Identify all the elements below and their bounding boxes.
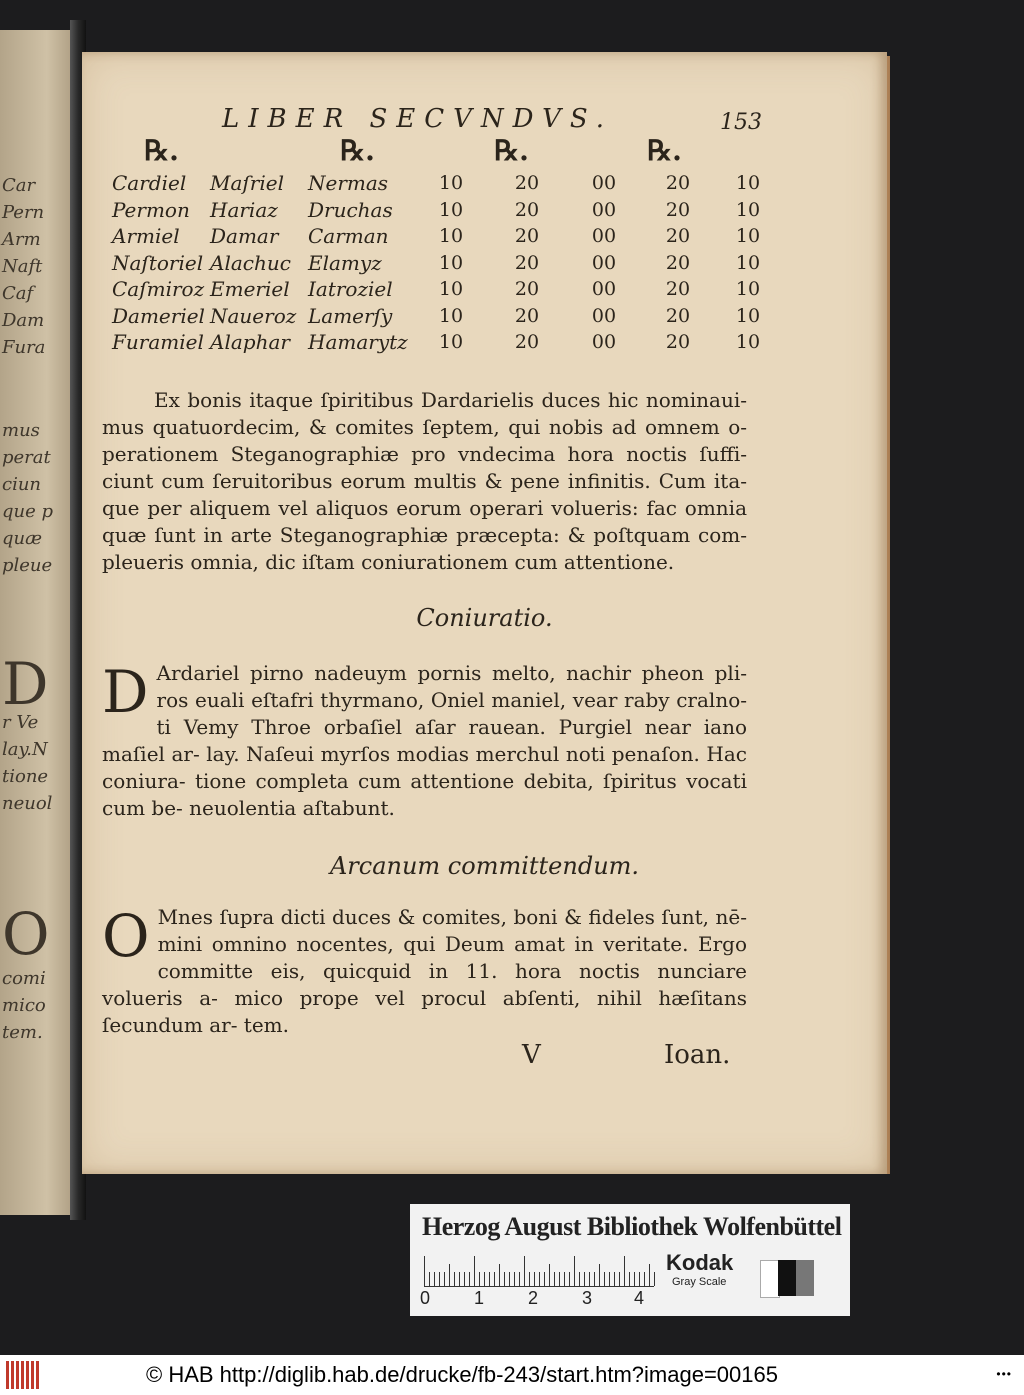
footer-menu-icon[interactable]: ••• xyxy=(996,1367,1012,1381)
ruler-tick xyxy=(609,1272,610,1286)
ruler-tick xyxy=(619,1272,620,1286)
ruler-tick xyxy=(599,1264,600,1286)
spirit-name: Cardiel xyxy=(112,171,187,196)
spirit-value: 20 xyxy=(665,331,691,354)
spirit-value: 10 xyxy=(735,198,761,221)
signature-mark: V xyxy=(522,1040,541,1070)
ruler-tick xyxy=(469,1272,470,1286)
spirit-name: Caſmiroz xyxy=(112,277,205,302)
prev-page-fragment: mus xyxy=(2,420,40,441)
ruler-number: 2 xyxy=(528,1288,539,1308)
hab-logo-icon xyxy=(6,1361,46,1389)
spirit-value: 10 xyxy=(438,304,464,327)
spirit-value: 10 xyxy=(735,331,761,354)
ruler-tick xyxy=(559,1272,560,1286)
ruler-tick xyxy=(484,1272,485,1286)
spirit-value: 00 xyxy=(591,304,617,327)
heading-arcanum: Arcanum committendum. xyxy=(329,852,640,880)
logo-bar xyxy=(16,1361,19,1389)
spirit-value: 10 xyxy=(735,278,761,301)
running-head: LIBER SECVNDVS. xyxy=(222,104,613,134)
gray-swatch xyxy=(796,1260,814,1296)
prev-page-fragment: pleue xyxy=(2,555,53,576)
gray-scale-label: Gray Scale xyxy=(672,1276,727,1288)
prev-page-fragment: Dam xyxy=(2,310,45,331)
prev-page-capital: O xyxy=(2,900,50,968)
logo-bar xyxy=(21,1361,24,1389)
spirit-name: Permon xyxy=(112,197,190,222)
kodak-logo: Kodak xyxy=(666,1250,734,1275)
spirit-name: Hariaz xyxy=(210,197,278,222)
ruler-tick xyxy=(614,1272,615,1286)
prev-page-fragment: Naft xyxy=(2,256,43,277)
ruler-tick xyxy=(489,1272,490,1286)
ruler-tick xyxy=(654,1272,655,1286)
spirit-value: 10 xyxy=(735,225,761,248)
ruler-tick xyxy=(574,1256,575,1286)
column-marks xyxy=(82,134,887,168)
ruler-tick xyxy=(644,1272,645,1286)
table-row xyxy=(112,276,780,303)
ruler-tick xyxy=(454,1272,455,1286)
ruler-number: 0 xyxy=(420,1288,431,1308)
ruler-tick xyxy=(449,1264,450,1286)
ruler-tick xyxy=(544,1272,545,1286)
spirit-name: Naueroz xyxy=(210,303,297,328)
spirit-name: Armiel xyxy=(112,224,180,249)
ruler-tick xyxy=(624,1256,625,1286)
column-mark: ℞. xyxy=(494,134,529,167)
spirit-name: Druchas xyxy=(308,197,393,222)
logo-bar xyxy=(6,1361,9,1389)
ruler-tick xyxy=(629,1272,630,1286)
ruler-tick xyxy=(509,1272,510,1286)
spirit-name: Iatroziel xyxy=(308,277,393,302)
footer-bar xyxy=(0,1355,1024,1395)
ruler-tick xyxy=(474,1256,475,1286)
spirit-value: 20 xyxy=(514,251,540,274)
ruler-tick xyxy=(444,1272,445,1286)
ruler-tick xyxy=(504,1272,505,1286)
spirit-value: 10 xyxy=(438,331,464,354)
spirit-value: 10 xyxy=(438,172,464,195)
ruler-tick xyxy=(534,1272,535,1286)
ruler-tick xyxy=(429,1272,430,1286)
spirit-name: Emeriel xyxy=(210,277,290,302)
prev-page-fragment: que p xyxy=(2,501,54,522)
ruler-number: 3 xyxy=(582,1288,593,1308)
prev-page-capital: D xyxy=(2,650,49,718)
spirit-value: 20 xyxy=(665,304,691,327)
ruler-tick xyxy=(604,1272,605,1286)
logo-bar xyxy=(31,1361,34,1389)
ruler-tick xyxy=(569,1272,570,1286)
spirit-value: 10 xyxy=(438,278,464,301)
prev-page-fragment: neuol xyxy=(2,793,53,814)
scale-ruler xyxy=(424,1254,654,1287)
color-calibration-bar xyxy=(410,1204,850,1316)
paragraph-text: Ex bonis itaque ſpiritibus Dardarielis duces hic nominaui- mus quatuordecim, & comites ſeptem, qui nobis ad omnem o- perationem Steganographiæ pro vndecima hora noctis ſuffi- ciunt cum ſeruitoribus eorum multis & pene infinitis. Cum ita- que per aliquem vel aliquos eorum operari volueris: fac omnia quæ ſunt in arte Steganographiæ præcepta: & poſtquam com- pleueris omnia, dic iſtam coniurationem cum attentione. xyxy=(102,388,747,574)
ruler-tick xyxy=(464,1272,465,1286)
spirit-name: Lamerſy xyxy=(308,303,393,328)
table-row xyxy=(112,170,780,197)
paragraph-coniuratio xyxy=(102,660,747,822)
catchword: Ioan. xyxy=(664,1040,731,1070)
spirit-name: Maſriel xyxy=(210,171,284,196)
spirit-value: 10 xyxy=(735,172,761,195)
ruler-tick xyxy=(634,1272,635,1286)
spirit-name: Damar xyxy=(210,224,279,249)
table-row xyxy=(112,329,780,356)
ruler-tick xyxy=(564,1272,565,1286)
spirit-value: 00 xyxy=(591,198,617,221)
spirit-name: Alachuc xyxy=(210,250,291,275)
spirit-value: 20 xyxy=(514,304,540,327)
ruler-tick xyxy=(639,1272,640,1286)
ruler-number: 4 xyxy=(634,1288,645,1308)
drop-cap: D xyxy=(102,658,149,726)
ruler-tick xyxy=(579,1272,580,1286)
ruler-tick xyxy=(524,1256,525,1286)
ruler-tick xyxy=(539,1272,540,1286)
spirit-value: 00 xyxy=(591,225,617,248)
ruler-tick xyxy=(549,1264,550,1286)
spirit-value: 20 xyxy=(514,198,540,221)
paragraph-text: Mnes ſupra dicti duces & comites, boni & fideles ſunt, nē- mini omnino nocentes, qui Deum amat in veritate. Ergo committe eis, quicquid in 11. hora noctis nunciare volueris a- mico prope vel procul abſenti, nihil hæſitans ſecundum ar- tem. xyxy=(102,905,747,1037)
previous-page-edge xyxy=(0,30,78,1215)
spirit-value: 20 xyxy=(665,251,691,274)
spirit-value: 20 xyxy=(665,198,691,221)
library-name: Herzog August Bibliothek Wolfenbüttel xyxy=(422,1212,842,1241)
ruler-tick xyxy=(519,1272,520,1286)
ruler-number: 1 xyxy=(474,1288,485,1308)
prev-page-fragment: quæ xyxy=(2,528,43,549)
prev-page-fragment: Arm xyxy=(2,229,41,250)
prev-page-fragment: Pern xyxy=(2,202,45,223)
ruler-tick xyxy=(439,1272,440,1286)
spirit-value: 20 xyxy=(665,278,691,301)
spirit-value: 00 xyxy=(591,278,617,301)
spirit-value: 20 xyxy=(514,225,540,248)
ruler-tick xyxy=(584,1272,585,1286)
spirit-name: Alaphar xyxy=(210,330,290,355)
column-mark: ℞. xyxy=(647,134,682,167)
black-swatch xyxy=(778,1260,796,1296)
prev-page-fragment: ciun xyxy=(2,474,42,495)
spirit-value: 10 xyxy=(438,225,464,248)
table-row xyxy=(112,197,780,224)
logo-bar xyxy=(26,1361,29,1389)
logo-bar xyxy=(11,1361,14,1389)
spirits-table xyxy=(112,170,780,356)
table-row xyxy=(112,303,780,330)
spirit-value: 20 xyxy=(665,172,691,195)
spirit-value: 20 xyxy=(514,331,540,354)
table-row xyxy=(112,250,780,277)
spirit-name: Carman xyxy=(308,224,389,249)
ruler-tick xyxy=(514,1272,515,1286)
spirit-value: 00 xyxy=(591,331,617,354)
ruler-tick xyxy=(529,1272,530,1286)
spirit-value: 00 xyxy=(591,251,617,274)
spirit-name: Elamyz xyxy=(308,250,382,275)
spirit-value: 20 xyxy=(514,172,540,195)
ruler-tick xyxy=(434,1272,435,1286)
prev-page-fragment: tione xyxy=(2,766,49,787)
spirit-name: Naſtoriel xyxy=(112,250,204,275)
paragraph-spirits xyxy=(102,387,747,576)
paragraph-arcanum xyxy=(102,904,747,1039)
spirit-name: Dameriel xyxy=(112,303,205,328)
white-swatch xyxy=(760,1260,780,1298)
spirit-value: 10 xyxy=(735,304,761,327)
ruler-tick xyxy=(589,1272,590,1286)
heading-coniuratio: Coniuratio. xyxy=(416,604,553,632)
prev-page-fragment: lay.N xyxy=(2,739,48,760)
spirit-value: 10 xyxy=(438,198,464,221)
footer-credit[interactable]: © HAB http://diglib.hab.de/drucke/fb-243/start.htm?image=00165 xyxy=(146,1362,778,1387)
table-row xyxy=(112,223,780,250)
spirit-name: Nermas xyxy=(308,171,389,196)
ruler-tick xyxy=(459,1272,460,1286)
spirit-value: 20 xyxy=(665,225,691,248)
ruler-tick xyxy=(494,1272,495,1286)
spirit-value: 00 xyxy=(591,172,617,195)
prev-page-fragment: perat xyxy=(2,447,51,468)
logo-bar xyxy=(36,1361,39,1389)
prev-page-fragment: Caf xyxy=(2,283,34,304)
column-mark: ℞. xyxy=(144,134,179,167)
spirit-name: Furamiel xyxy=(112,330,204,355)
prev-page-fragment: r Ve xyxy=(2,712,39,733)
ruler-tick xyxy=(649,1264,650,1286)
ruler-tick xyxy=(479,1272,480,1286)
prev-page-fragment: Car xyxy=(2,175,36,196)
spirit-name: Hamarytz xyxy=(308,330,408,355)
ruler-tick xyxy=(554,1272,555,1286)
book-page xyxy=(82,52,887,1174)
spirit-value: 10 xyxy=(438,251,464,274)
ruler-tick xyxy=(424,1256,425,1286)
prev-page-fragment: Fura xyxy=(2,337,46,358)
prev-page-fragment: mico xyxy=(2,995,46,1016)
spirit-value: 20 xyxy=(514,278,540,301)
column-mark: ℞. xyxy=(340,134,375,167)
ruler-tick xyxy=(499,1264,500,1286)
spirit-value: 10 xyxy=(735,251,761,274)
prev-page-fragment: comi xyxy=(2,968,46,989)
prev-page-fragment: tem. xyxy=(2,1022,43,1043)
ruler-tick xyxy=(594,1272,595,1286)
drop-cap: O xyxy=(102,902,150,970)
folio-number: 153 xyxy=(720,110,762,135)
paragraph-text: Ardariel pirno nadeuym pornis melto, nachir pheon pli- ros euali eſtafri thyrmano, Oniel maniel, vear raby cralno- ti Vemy Throe orbaſiel aſar rauean. Purgiel near iano maſiel ar- lay. Naſeui myrſos modias merchul noti penaſon. Hac coniura- tione completa cum attentione debita, ſpiritus vocati cum be- neuolentia aſtabunt. xyxy=(102,661,747,820)
